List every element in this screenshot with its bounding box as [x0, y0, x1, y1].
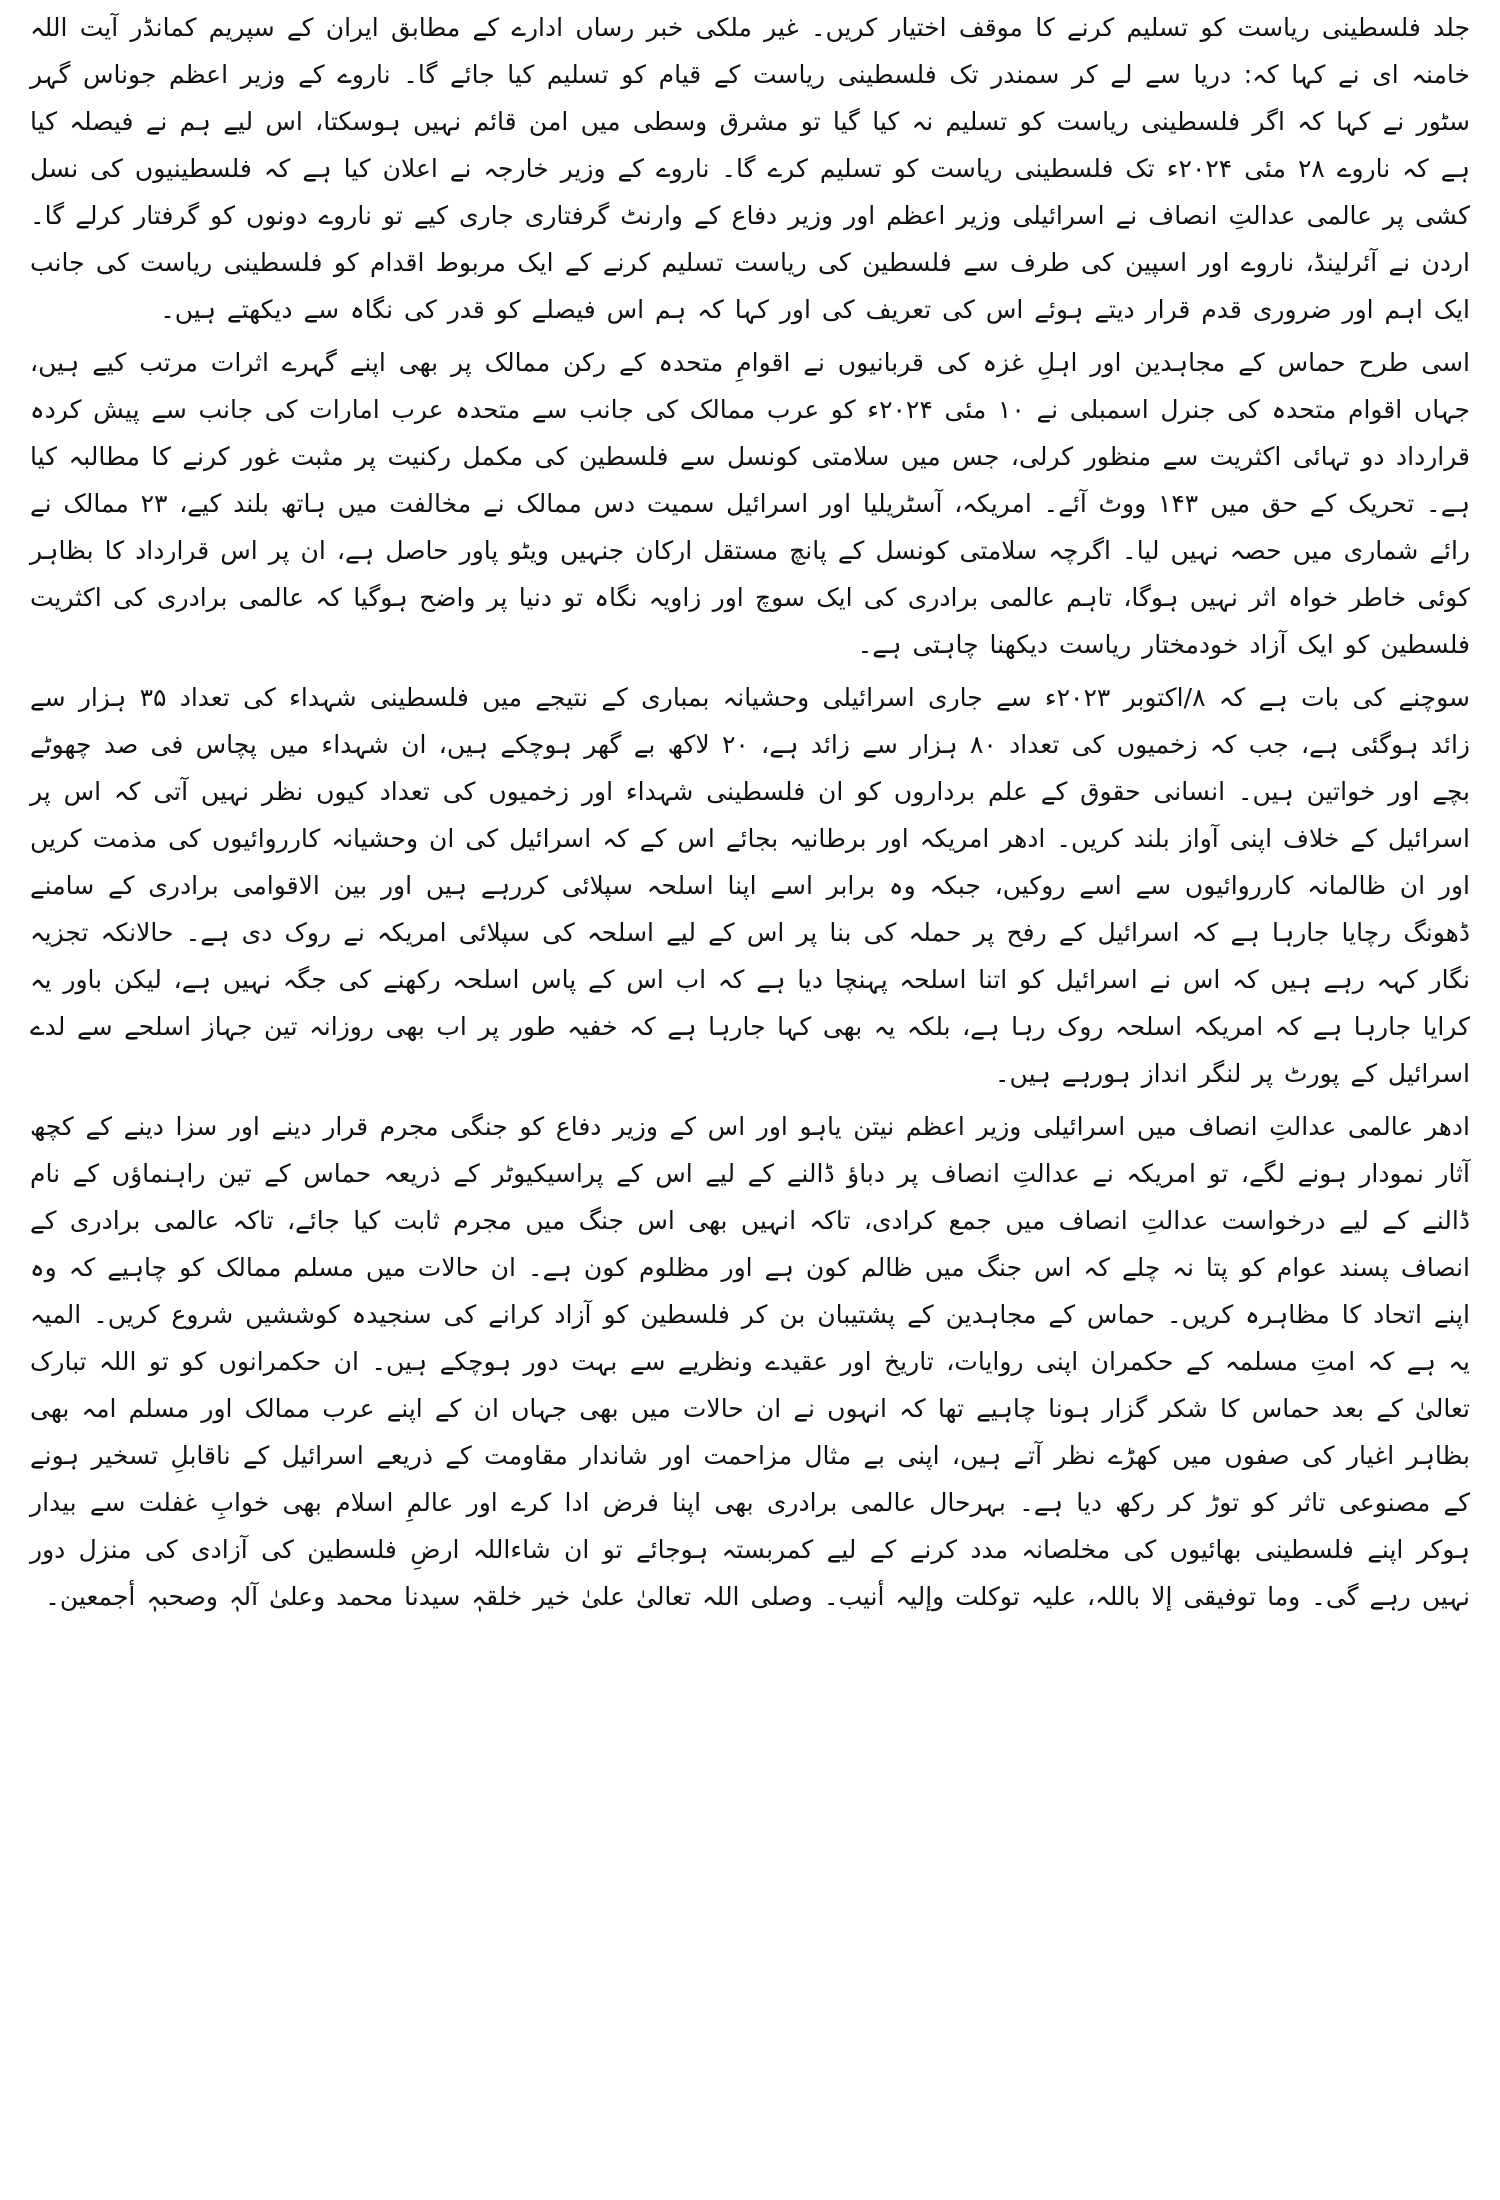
article-paragraph: اسی طرح حماس کے مجاہدین اور اہلِ غزہ کی قربانیوں نے اقوامِ متحدہ کے رکن ممالک پر بھی اپنے گہرے اثرات مرتب کیے ہیں، جہاں اقوام متحدہ کی جنرل اسمبلی نے ۱۰ مئی ۲۰۲۴ء کو عرب ممالک کی جانب سے متحدہ عرب امارات کی جانب سے پیش کردہ قرارداد دو تہائی اکثریت سے منظور کرلی، جس میں سلامتی کونسل سے فلسطین کی مکمل رکنیت پر مثبت غور کرنے کا مطالبہ کیا ہے۔ تحریک کے حق میں ۱۴۳ ووٹ آئے۔ امریکہ، آسٹریلیا اور اسرائیل سمیت دس ممالک نے مخالفت میں ہاتھ بلند کیے، ۲۳ ممالک نے رائے شماری میں حصہ نہیں لیا۔ اگرچہ سلامتی کونسل کے پانچ مستقل ارکان جنہیں ویٹو پاور حاصل ہے، ان پر اس قرارداد کا بظاہر کوئی خاطر خواہ اثر نہیں ہوگا، تاہم عالمی برادری کی ایک سوچ اور زاویہ نگاہ تو دنیا پر واضح ہوگیا کہ عالمی برادری کی اکثریت فلسطین کو ایک آزاد خودمختار ریاست دیکھنا چاہتی ہے۔ — [30, 348, 1470, 659]
article-paragraph: جلد فلسطینی ریاست کو تسلیم کرنے کا موقف اختیار کریں۔ غیر ملکی خبر رساں ادارے کے مطابق ایران کے سپریم کمانڈر آیت اللہ خامنہ ای نے کہا کہ: دریا سے لے کر سمندر تک فلسطینی ریاست کے قیام کو تسلیم کیا جائے گا۔ ناروے کے وزیر اعظم جوناس گہر سٹور نے کہا کہ اگر فلسطینی ریاست کو تسلیم نہ کیا گیا تو مشرق وسطی میں امن قائم نہیں ہوسکتا، اس لیے ہم نے فیصلہ کیا ہے کہ ناروے ۲۸ مئی ۲۰۲۴ء تک فلسطینی ریاست کو تسلیم کرے گا۔ ناروے کے وزیر خارجہ نے اعلان کیا ہے کہ فلسطینیوں کی نسل کشی پر عالمی عدالتِ انصاف نے اسرائیلی وزیر اعظم اور وزیر دفاع کے وارنٹ گرفتاری جاری کیے تو ناروے دونوں کو گرفتار کرلے گا۔ اردن نے آئرلینڈ، ناروے اور اسپین کی طرف سے فلسطین کی ریاست تسلیم کرنے کے ایک مربوط اقدام کو فلسطینی ریاست کی جانب ایک اہم اور ضروری قدم قرار دیتے ہوئے اس کی تعریف کی اور کہا کہ ہم اس فیصلے کو قدر کی نگاہ سے دیکھتے ہیں۔ — [30, 13, 1471, 324]
article-paragraph: سوچنے کی بات ہے کہ ۸/اکتوبر ۲۰۲۳ء سے جاری اسرائیلی وحشیانہ بمباری کے نتیجے میں فلسطینی شہداء کی تعداد ۳۵ ہزار سے زائد ہوگئی ہے، جب کہ زخمیوں کی تعداد ۸۰ ہزار سے زائد ہے، ۲۰ لاکھ بے گھر ہوچکے ہیں، ان شہداء میں پچاس فی صد چھوٹے بچے اور خواتین ہیں۔ انسانی حقوق کے علم برداروں کو ان فلسطینی شہداء اور زخمیوں کی تعداد کیوں نظر نہیں آتی کہ اس پر اسرائیل کے خلاف اپنی آواز بلند کریں۔ ادھر امریکہ اور برطانیہ بجائے اس کے کہ اسرائیل کی ان وحشیانہ کارروائیوں کی مذمت کریں اور ان ظالمانہ کارروائیوں سے اسے روکیں، جبکہ وہ برابر اسے اپنا اسلحہ سپلائی کررہے ہیں اور بین الاقوامی برادری کے سامنے ڈھونگ رچایا جارہا ہے کہ اسرائیل کے رفح پر حملہ کی بنا پر اس کے لیے اسلحہ کی سپلائی امریکہ نے روک دی ہے۔ حالانکہ تجزیہ نگار کہہ رہے ہیں کہ اس نے اسرائیل کو اتنا اسلحہ پہنچا دیا ہے کہ اب اس کے پاس اسلحہ رکھنے کی جگہ نہیں ہے، لیکن باور یہ کرایا جارہا ہے کہ امریکہ اسلحہ روک رہا ہے، بلکہ یہ بھی کہا جارہا ہے کہ خفیہ طور پر اب بھی روزانہ تین جہاز اسلحے سے لدے اسرائیل کے پورٹ پر لنگر انداز ہورہے ہیں۔ — [30, 683, 1470, 1088]
article-paragraph: ادھر عالمی عدالتِ انصاف میں اسرائیلی وزیر اعظم نیتن یاہو اور اس کے وزیر دفاع کو جنگی مجرم قرار دینے اور سزا دینے کے کچھ آثار نمودار ہونے لگے، تو امریکہ نے عدالتِ انصاف پر دباؤ ڈالنے کے لیے اس کے پراسیکیوٹر کے ذریعہ حماس کے تین راہنماؤں کے نام ڈالنے کے لیے درخواست عدالتِ انصاف میں جمع کرادی، تاکہ انہیں بھی اس جنگ میں مجرم ثابت کیا جائے، تاکہ عالمی برادری کے انصاف پسند عوام کو پتا نہ چلے کہ اس جنگ میں ظالم کون ہے اور مظلوم کون ہے۔ ان حالات میں مسلم ممالک کو چاہیے کہ وہ اپنے اتحاد کا مظاہرہ کریں۔ حماس کے مجاہدین کے پشتیبان بن کر فلسطین کو آزاد کرانے کی سنجیدہ کوششیں شروع کریں۔ المیہ یہ ہے کہ امتِ مسلمہ کے حکمران اپنی روایات، تاریخ اور عقیدے ونظریے سے بہت دور ہوچکے ہیں۔ ان حکمرانوں کو تو اللہ تبارک تعالیٰ کے بعد حماس کا شکر گزار ہونا چاہیے تھا کہ انہوں نے ان حالات میں بھی جہاں ان کے اپنے عرب ممالک اور مسلم امہ بھی بظاہر اغیار کی صفوں میں کھڑے نظر آتے ہیں، اپنی بے مثال مزاحمت اور شاندار مقاومت کے ذریعے اسرائیل کے ناقابلِ تسخیر ہونے کے مصنوعی تاثر کو توڑ کر رکھ دیا ہے۔ بہرحال عالمی برادری بھی اپنا فرض ادا کرے اور عالمِ اسلام بھی خوابِ غفلت سے بیدار ہوکر اپنے فلسطینی بھائیوں کی مخلصانہ مدد کرنے کے لیے کمربستہ ہوجائے تو ان شاءاللہ ارضِ فلسطین کی آزادی کی منزل دور نہیں رہے گی۔ وما توفیقی إلا باللہ، علیہ توکلت وإلیہ أنیب۔ وصلی اللہ تعالیٰ علیٰ خیر خلقہٖ سیدنا محمد وعلیٰ آلہٖ وصحبہٖ أجمعین۔ — [30, 1112, 1470, 1611]
